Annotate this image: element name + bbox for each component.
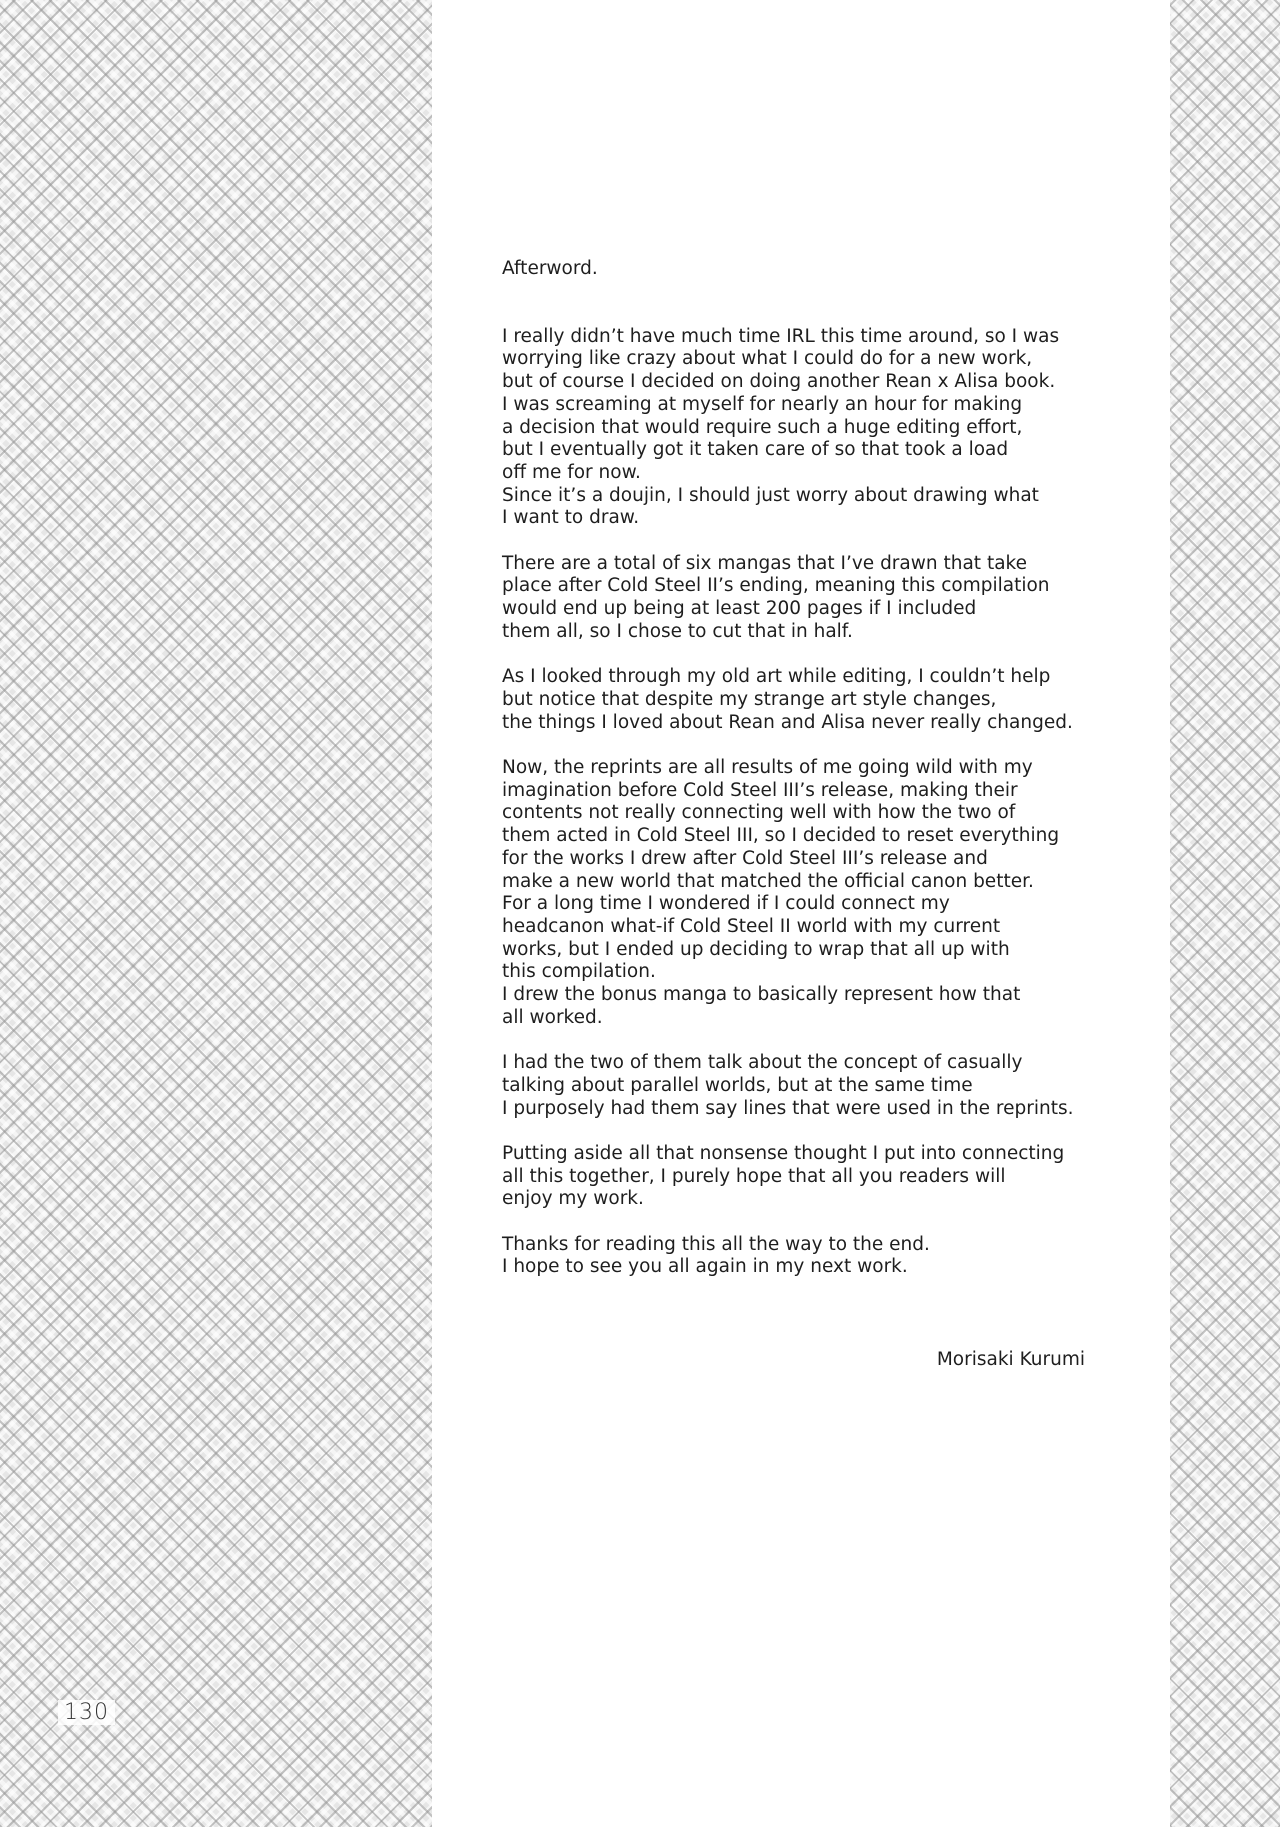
paragraph [502, 553, 1102, 644]
text-line: Now, the reprints are all results of me going wild with my [502, 757, 1033, 779]
text-line: I had the two of them talk about the concept of casually [502, 1052, 1023, 1074]
afterword-body [502, 258, 1102, 1302]
text-line: headcanon what-if Cold Steel II world with my current [502, 915, 1001, 937]
checkered-border-right [1170, 0, 1280, 1827]
checkered-border-left [0, 0, 432, 1827]
paragraph [502, 1052, 1102, 1120]
text-line: I really didn’t have much time IRL this time around, so I was [502, 325, 1060, 347]
text-line: enjoy my work. [502, 1188, 644, 1210]
text-line: all this together, I purely hope that all you readers will [502, 1165, 1006, 1187]
text-line: As I looked through my old art while editing, I couldn’t help [502, 666, 1051, 688]
text-line: Putting aside all that nonsense thought I put into connecting [502, 1142, 1065, 1164]
paragraph-list [502, 326, 1102, 1279]
paragraph [502, 326, 1102, 530]
text-line: a decision that would require such a huge editing effort, [502, 416, 1023, 438]
text-line: them acted in Cold Steel III, so I decided to reset everything [502, 825, 1060, 847]
text-line: contents not really connecting well with how the two of [502, 802, 1016, 824]
text-line: I hope to see you all again in my next work. [502, 1256, 908, 1278]
text-line: but notice that despite my strange art style changes, [502, 688, 997, 710]
text-line: for the works I drew after Cold Steel III’s release and [502, 847, 988, 869]
text-line: place after Cold Steel II’s ending, meaning this compilation [502, 575, 1050, 597]
afterword-title: Afterword. [502, 258, 598, 279]
text-line: this compilation. [502, 961, 656, 983]
text-line: works, but I ended up deciding to wrap that all up with [502, 938, 1010, 960]
text-line: Since it’s a doujin, I should just worry about drawing what [502, 484, 1039, 506]
text-line: would end up being at least 200 pages if I included [502, 598, 977, 620]
text-line: them all, so I chose to cut that in half. [502, 620, 853, 642]
page-number: 130 [58, 1700, 115, 1725]
text-line: imagination before Cold Steel III’s release, making their [502, 779, 1018, 801]
text-line: worrying like crazy about what I could do for a new work, [502, 348, 1033, 370]
author-signature: Morisaki Kurumi [936, 1349, 1085, 1370]
paragraph [502, 666, 1102, 734]
text-line: There are a total of six mangas that I’ve drawn that take [502, 552, 1027, 574]
text-line: the things I loved about Rean and Alisa never really changed. [502, 711, 1073, 733]
paragraph [502, 1143, 1102, 1211]
text-line: all worked. [502, 1006, 603, 1028]
text-line: but of course I decided on doing another Rean x Alisa book. [502, 371, 1056, 393]
text-line: I want to draw. [502, 507, 640, 529]
text-line: make a new world that matched the official canon better. [502, 870, 1034, 892]
paragraph [502, 757, 1102, 1029]
text-line: off me for now. [502, 461, 641, 483]
text-line: For a long time I wondered if I could connect my [502, 893, 950, 915]
text-line: Thanks for reading this all the way to the end. [502, 1233, 930, 1255]
paragraph [502, 1234, 1102, 1279]
text-line: I purposely had them say lines that were used in the reprints. [502, 1097, 1074, 1119]
text-line: I drew the bonus manga to basically represent how that [502, 984, 1021, 1006]
text-line: I was screaming at myself for nearly an hour for making [502, 393, 1023, 415]
text-line: but I eventually got it taken care of so that took a load [502, 439, 1009, 461]
text-line: talking about parallel worlds, but at the same time [502, 1074, 973, 1096]
